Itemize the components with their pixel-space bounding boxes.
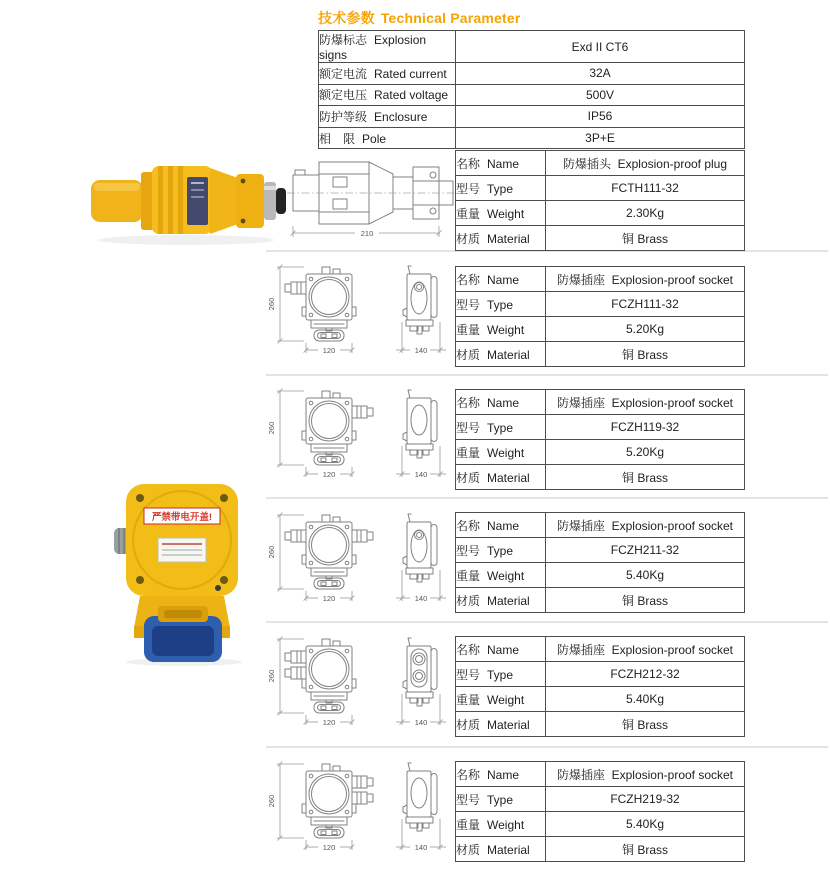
spec-label-name: 名称 Name <box>456 513 546 538</box>
spec-value-type: FCZH219-32 <box>546 787 745 812</box>
socket-drawing-fczh211 <box>262 500 458 622</box>
param-value: IP56 <box>456 106 745 128</box>
spec-label-material: 材质 Material <box>456 342 546 367</box>
spec-table-fcth111-32 <box>455 150 745 251</box>
spec-value-weight: 5.40Kg <box>546 563 745 588</box>
spec-label-type: 型号 Type <box>456 292 546 317</box>
socket-drawing-fczh119 <box>262 376 458 498</box>
spec-value-name: 防爆插座 Explosion-proof socket <box>546 390 745 415</box>
param-label: 相 限 Pole <box>319 127 456 149</box>
dimension-label-height: 260 <box>267 794 276 808</box>
spec-value-material: 铜 Brass <box>546 465 745 490</box>
param-row-pole <box>319 127 745 149</box>
spec-value-weight: 5.40Kg <box>546 687 745 712</box>
spec-value-type: FCZH211-32 <box>546 538 745 563</box>
plug-nameplate <box>187 177 208 225</box>
spec-label-type: 型号 Type <box>456 176 546 201</box>
side-view <box>403 266 437 334</box>
page-title <box>318 8 521 28</box>
spec-label-name: 名称 Name <box>456 637 546 662</box>
spec-value-type: FCZH111-32 <box>546 292 745 317</box>
spec-label-name: 名称 Name <box>456 151 546 176</box>
dimension-label-width: 120 <box>322 718 336 727</box>
spec-label-material: 材质 Material <box>456 712 546 737</box>
spec-value-material: 铜 Brass <box>546 342 745 367</box>
dimension-label-width: 120 <box>322 470 336 479</box>
spec-label-weight: 重量 Weight <box>456 563 546 588</box>
plug-photo <box>86 150 288 250</box>
dimension-label-depth: 140 <box>414 346 428 355</box>
side-view <box>403 763 437 831</box>
section-separator <box>266 746 828 748</box>
spec-label-material: 材质 Material <box>456 588 546 613</box>
dimension-label-height: 260 <box>267 545 276 559</box>
spec-value-name: 防爆插座 Explosion-proof socket <box>546 513 745 538</box>
front-view <box>285 515 373 589</box>
spec-value-type: FCZH119-32 <box>546 415 745 440</box>
side-view <box>403 514 437 582</box>
spec-label-material: 材质 Material <box>456 465 546 490</box>
parameters-table <box>318 30 745 149</box>
param-label: 额定电流 Rated current <box>319 63 456 85</box>
param-value: 3P+E <box>456 127 745 149</box>
dimension-label-height: 260 <box>267 421 276 435</box>
front-view <box>302 764 373 838</box>
param-value: 32A <box>456 63 745 85</box>
page-title-en: Technical Parameter <box>380 10 521 26</box>
param-value: 500V <box>456 84 745 106</box>
spec-value-material: 铜 Brass <box>546 226 745 251</box>
param-value: Exd II CT6 <box>456 31 745 63</box>
spec-value-type: FCTH111-32 <box>546 176 745 201</box>
spec-table-fczh212-32 <box>455 636 745 737</box>
dimension-label-width: 120 <box>322 346 336 355</box>
spec-label-name: 名称 Name <box>456 390 546 415</box>
spec-label-type: 型号 Type <box>456 787 546 812</box>
spec-label-material: 材质 Material <box>456 226 546 251</box>
warning-label-text: 严禁带电开盖! <box>151 512 213 523</box>
dimension-label-length: 210 <box>360 229 374 238</box>
dimension-label-depth: 140 <box>414 718 428 727</box>
param-label: 防爆标志 Explosion signs <box>319 31 456 63</box>
spec-value-name: 防爆插座 Explosion-proof socket <box>546 267 745 292</box>
page-title-zh: 技术参数 <box>318 10 375 26</box>
plug-drawing <box>283 149 460 252</box>
spec-table-fczh211-32 <box>455 512 745 613</box>
spec-label-type: 型号 Type <box>456 538 546 563</box>
spec-label-name: 名称 Name <box>456 267 546 292</box>
spec-label-name: 名称 Name <box>456 762 546 787</box>
param-label: 防护等级 Enclosure <box>319 106 456 128</box>
dimension-label-height: 260 <box>267 297 276 311</box>
spec-value-weight: 5.20Kg <box>546 440 745 465</box>
spec-value-material: 铜 Brass <box>546 837 745 862</box>
socket-drawing-fczh212 <box>262 624 458 746</box>
spec-value-name: 防爆插座 Explosion-proof socket <box>546 762 745 787</box>
spec-label-type: 型号 Type <box>456 415 546 440</box>
spec-label-material: 材质 Material <box>456 837 546 862</box>
spec-value-type: FCZH212-32 <box>546 662 745 687</box>
dimension-label-depth: 140 <box>414 843 428 852</box>
front-view <box>302 391 373 465</box>
dimension-label-depth: 140 <box>414 470 428 479</box>
socket-photo <box>114 476 252 668</box>
spec-table-fczh111-32 <box>455 266 745 367</box>
spec-label-weight: 重量 Weight <box>456 201 546 226</box>
param-label: 额定电压 Rated voltage <box>319 84 456 106</box>
spec-value-weight: 2.30Kg <box>546 201 745 226</box>
spec-label-weight: 重量 Weight <box>456 812 546 837</box>
spec-table-fczh119-32 <box>455 389 745 490</box>
spec-value-material: 铜 Brass <box>546 712 745 737</box>
spec-label-weight: 重量 Weight <box>456 317 546 342</box>
param-row-rated-voltage <box>319 84 745 106</box>
spec-value-weight: 5.20Kg <box>546 317 745 342</box>
spec-value-material: 铜 Brass <box>546 588 745 613</box>
spec-value-weight: 5.40Kg <box>546 812 745 837</box>
spec-label-weight: 重量 Weight <box>456 687 546 712</box>
dimension-label-depth: 140 <box>414 594 428 603</box>
spec-value-name: 防爆插头 Explosion-proof plug <box>546 151 745 176</box>
socket-drawing-fczh219 <box>262 749 458 871</box>
dimension-label-width: 120 <box>322 594 336 603</box>
front-view <box>285 639 356 713</box>
spec-label-weight: 重量 Weight <box>456 440 546 465</box>
dimension-label-height: 260 <box>267 669 276 683</box>
param-row-explosion-signs <box>319 31 745 63</box>
param-row-enclosure <box>319 106 745 128</box>
socket-drawing-fczh111 <box>262 252 458 374</box>
dimension-label-width: 120 <box>322 843 336 852</box>
front-view <box>285 267 356 341</box>
param-row-rated-current <box>319 63 745 85</box>
spec-label-type: 型号 Type <box>456 662 546 687</box>
spec-table-fczh219-32 <box>455 761 745 862</box>
side-view <box>403 638 437 706</box>
side-view <box>403 390 437 458</box>
spec-value-name: 防爆插座 Explosion-proof socket <box>546 637 745 662</box>
